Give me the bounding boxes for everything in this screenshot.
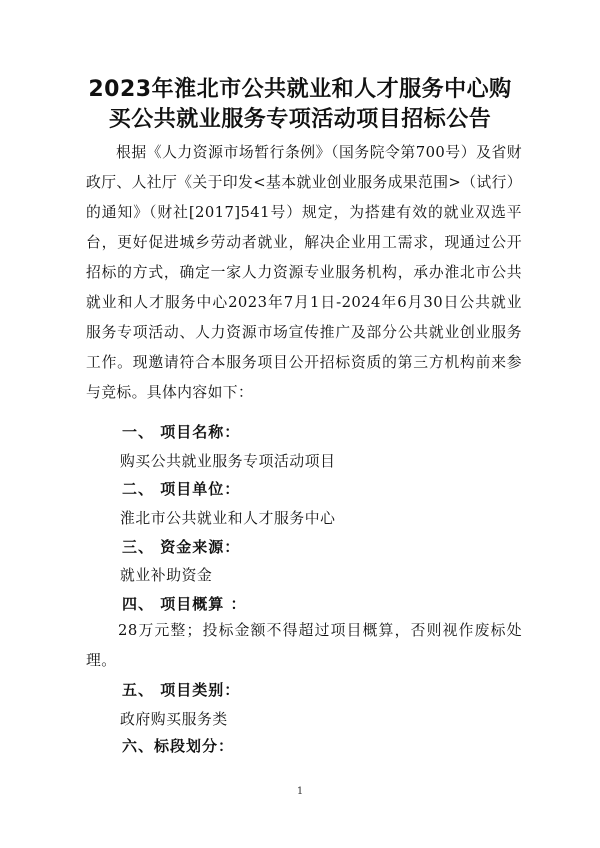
section-content-budget: 28万元整；投标金额不得超过项目概算，否则视作废标处理。 [86, 622, 522, 669]
document-title-line-1: 2023年淮北市公共就业和人才服务中心购 [88, 77, 512, 102]
document-title-line-2: 买公共就业服务专项活动项目招标公告 [108, 107, 492, 132]
section-content-funding-source: 就业补助资金 [120, 567, 213, 584]
section-content-project-name: 购买公共就业服务专项活动项目 [120, 453, 336, 470]
section-content-project-unit: 淮北市公共就业和人才服务中心 [120, 510, 336, 527]
section-heading-funding-source: 三、 资金来源： [122, 538, 241, 556]
section-heading-budget: 四、 项目概算 ： [122, 595, 247, 613]
section-heading-project-unit: 二、 项目单位： [122, 480, 241, 498]
intro-paragraph: 根据《人力资源市场暂行条例》（国务院令第700号）及省财政厅、人社厅《关于印发<基本就业创业服务成果范围>（试行）的通知》（财社[2017]541号）规定，为搭建有效的就业双选平台，更好促进城乡劳动者就业，解决企业用工需求，现通过公开招标的方式，确定一家人力资源专业服务机构，承办淮北市公共就业和人才服务中心2023年7月1日-2024年6月30日公共就业服务专项活动、人力资源市场宣传推广及部分公共就业创业服务工作。现邀请符合本服务项目公开招标资质的第三方机构前来参与竞标。具体内容如下： [86, 144, 522, 401]
section-heading-project-name: 一、 项目名称： [122, 423, 241, 441]
section-heading-project-category: 五、 项目类别： [122, 681, 241, 699]
section-content-project-category: 政府购买服务类 [120, 711, 228, 728]
page-number: 1 [296, 786, 304, 797]
section-heading-lot-division: 六、标段划分： [122, 737, 235, 755]
